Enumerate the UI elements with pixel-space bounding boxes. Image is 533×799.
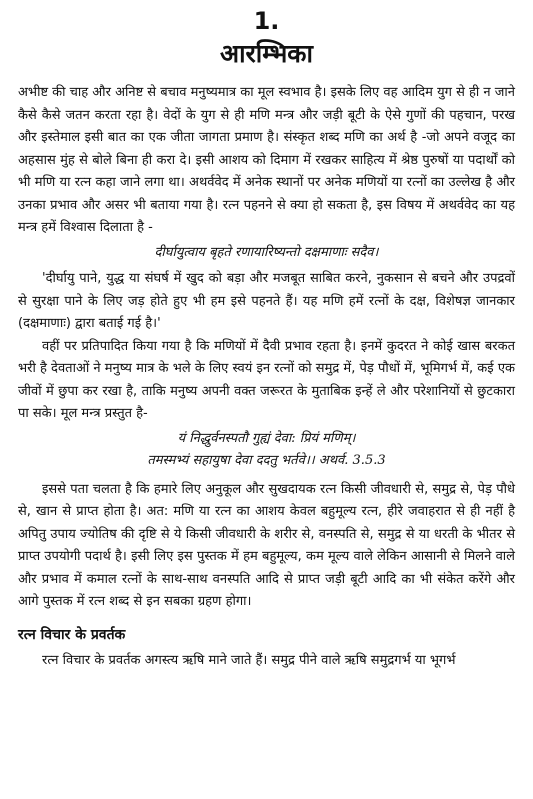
- section-heading: रत्न विचार के प्रवर्तक: [18, 626, 126, 643]
- document-page: [18, 6, 515, 796]
- chapter-number: 1.: [253, 7, 280, 35]
- paragraph-sources: इससे पता चलता है कि हमारे लिए अनुकूल और सुखदायक रत्न किसी जीवधारी से, समुद्र से, पेड़ पौधे से, खान से प्राप्त होता है। अत: मणि या रत्न का आशय केवल बहुमूल्य रत्न, हीरे जवाहरात से ही नहीं है अपितु उपाय ज्योतिष की दृष्टि से ये किसी जीवधारी के शरीर से, वनस्पति से, समुद्र से या धरती के भीतर से प्राप्त उपयोगी पदार्थ है। इसी लिए इस पुस्तक में हम बहुमूल्य, कम मूल्य वाले लेकिन आसानी से मिलने वाले और प्रभाव में कमाल रत्नों के साथ-साथ वनस्पति आदि से प्राप्त जड़ी बूटी आदि का भी संकेत करेंगे और आगे पुस्तक में रत्न शब्द से इन सबका ग्रहण होगा।: [18, 481, 515, 609]
- verse-atharvaveda-2: [18, 428, 515, 473]
- verse-line-1: यं निद्धुर्वनस्पतौ गुह्यं देवा: प्रियं मणिम्।: [177, 430, 356, 446]
- verse-atharvaveda-1: दीर्घायुत्वाय बृहते रणायारिष्यन्तो दक्षमाणाः सदैव।: [154, 244, 379, 260]
- paragraph-translation: 'दीर्घायु पाने, युद्ध या संघर्ष में खुद को बड़ा और मजबूत साबित करने, नुकसान से बचने और उपद्रवों से सुरक्षा पाने के लिए जड़ होते हुए भी हम इसे पहनते हैं। यह मणि हमें रत्नों के दक्ष, विशेषज्ञ जानकार (दक्षमाणाः) द्वारा बताई गई है।': [18, 271, 515, 331]
- paragraph-intro: अभीष्ट की चाह और अनिष्ट से बचाव मनुष्यमात्र का मूल स्वभाव है। इसके लिए वह आदिम युग से ही न जाने कैसे कैसे जतन करता रहा है। वेदों के युग से ही मणि मन्त्र और जड़ी बूटी के ऐसे गुणों की पहचान, परख और इस्तेमाल इसी बात का एक जीता जागता प्रमाण है। संस्कृत शब्द मणि का अर्थ है -जो अपने वजूद का अहसास मुंह से बोले बिना ही करा दे। इसी आशय को दिमाग में रखकर साहित्य में श्रेष्ठ पुरुषों या पदार्थों को भी मणि या रत्न कहा जाने लगा था। अथर्ववेद में अनेक स्थानों पर अनेक मणियों या रत्नों का उल्लेख है और उनका प्रभाव और असर भी बताया गया है। रत्न पहनने से क्या हो सकता है, इस विषय में अथर्ववेद का यह मन्त्र हमें विश्वास दिलाता है -: [18, 85, 515, 235]
- verse-line-2: तमस्मभ्यं सहायुषा देवा ददतु भर्तवे।। अथर्व. 3.5.3: [147, 453, 386, 468]
- chapter-title: आरम्भिका: [219, 39, 313, 68]
- paragraph-section-start: रत्न विचार के प्रवर्तक अगस्त्य ऋषि माने जाते हैं। समुद्र पीने वाले ऋषि समुद्रगर्भ या भूगर्भ: [42, 652, 456, 668]
- paragraph-divine-influence: वहीं पर प्रतिपादित किया गया है कि मणियों में दैवी प्रभाव रहता है। इनमें कुदरत ने कोई खास बरकत भरी है देवताओं ने मनुष्य मात्र के भले के लिए स्वयं इन रत्नों को समुद्र में, पेड़ पौधों में, भूमिगर्भ में, कई एक जीवों में छुपा कर रखा है, ताकि मनुष्य अपनी वक्त जरूरत के मुताबिक इन्हें ले और परेशानियों से छुटकारा पा सके। मूल मन्त्र प्रस्तुत है-: [18, 338, 515, 421]
